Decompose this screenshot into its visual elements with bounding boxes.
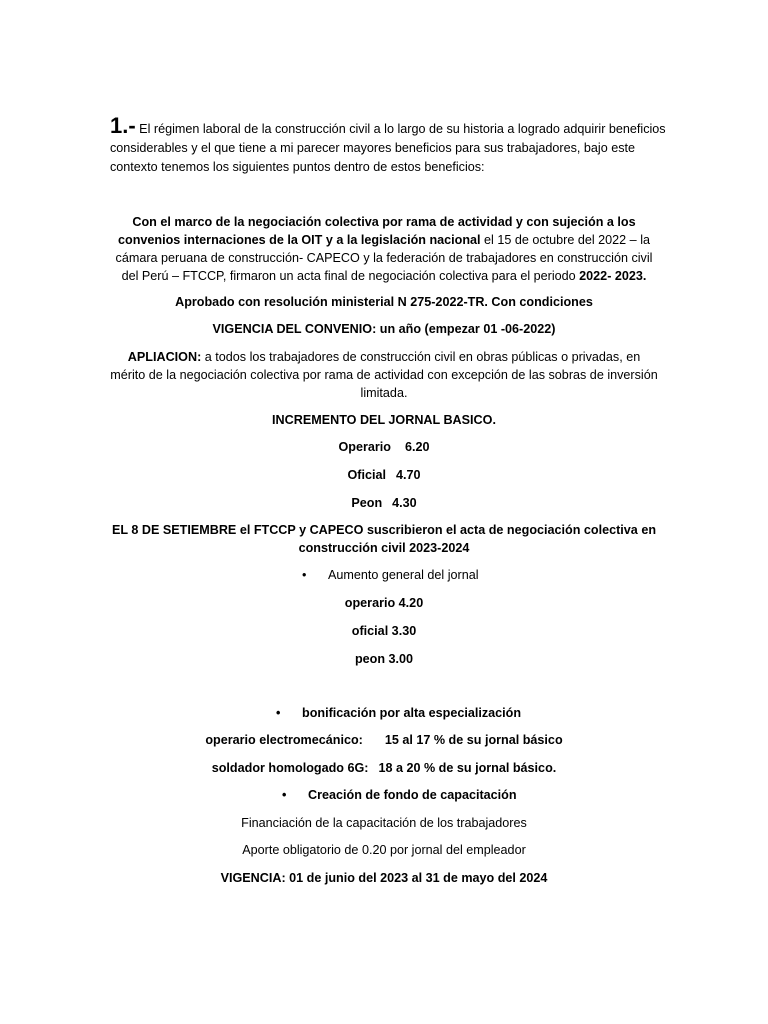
approved-line: Aprobado con resolución ministerial N 275-2022-TR. Con condiciones — [175, 295, 593, 309]
application-text: a todos los trabajadores de construcción civil en obras públicas o privadas, en mérito de la negociación colectiva por rama de actividad con excepción de las sobras de inversión limitada. — [110, 350, 658, 400]
specialization-label: operario electromecánico: — [205, 733, 363, 747]
increase-item — [110, 494, 658, 512]
validity-line: VIGENCIA DEL CONVENIO: un año (empezar 01 -06-2022) — [212, 322, 556, 336]
specialization-item — [110, 731, 658, 749]
intro-text: El régimen laboral de la construcción civil a lo largo de su historia a logrado adquirir beneficios considerables y el que tiene a mi parecer mayores beneficios para sus trabajadores, bajo este contexto tenemos los siguientes puntos dentro de estos beneficios: — [110, 122, 666, 174]
agreement-bold: Con el marco de la negociación colectiva por rama de actividad y con sujeción a los convenios internaciones de la OIT y a la legislación nacional — [118, 215, 636, 247]
bullet-item — [276, 704, 521, 722]
increase-label: Operario — [338, 440, 391, 454]
specialization-value: 18 a 20 % de su jornal básico. — [378, 761, 557, 775]
bullet-text: bonificación por alta especialización — [302, 706, 522, 720]
specialization-label: soldador homologado 6G: — [211, 761, 369, 775]
bullet-text: Creación de fondo de capacitación — [308, 788, 517, 802]
increase-label: Oficial — [347, 468, 386, 482]
bullet-item — [282, 786, 517, 804]
specialization-item — [110, 759, 658, 777]
increase-title: INCREMENTO DEL JORNAL BASICO. — [272, 413, 496, 427]
increase-label: Peon — [351, 496, 383, 510]
bullet-text: Aumento general del jornal — [328, 568, 479, 582]
agreement-period: 2022- 2023. — [579, 269, 647, 283]
fund-line: Financiación de la capacitación de los trabajadores — [241, 816, 527, 830]
section-number: 1.- — [110, 113, 136, 138]
fund-line: Aporte obligatorio de 0.20 por jornal del empleador — [242, 843, 526, 857]
general-item: operario 4.20 — [344, 596, 424, 610]
bullet-icon: • — [302, 568, 307, 582]
increase-value: 4.70 — [395, 468, 421, 482]
agreement-paragraph — [110, 213, 658, 285]
application-paragraph — [110, 348, 658, 402]
general-item: peon 3.00 — [354, 652, 414, 666]
specialization-value: 15 al 17 % de su jornal básico — [384, 733, 563, 747]
increase-value: 4.30 — [392, 496, 417, 510]
bullet-icon: • — [282, 788, 287, 802]
increase-value: 6.20 — [404, 440, 430, 454]
final-validity: VIGENCIA: 01 de junio del 2023 al 31 de mayo del 2024 — [220, 871, 548, 885]
increase-item — [110, 466, 658, 484]
application-label: APLIACION: — [127, 350, 202, 364]
sept-agreement: EL 8 DE SETIEMBRE el FTCCP y CAPECO suscribieron el acta de negociación colectiva en construcción civil 2023-2024 — [111, 523, 657, 555]
bullet-icon: • — [276, 706, 281, 720]
intro-paragraph — [110, 113, 670, 177]
increase-item — [110, 438, 658, 456]
bullet-item — [302, 566, 479, 584]
general-item: oficial 3.30 — [351, 624, 417, 638]
agreement-text: el 15 de octubre del 2022 – la cámara peruana de construcción- CAPECO y la federación de trabajadores en construcción civil del Perú – FTCCP, firmaron un acta final de negociación colectiva para el periodo — [115, 233, 653, 283]
